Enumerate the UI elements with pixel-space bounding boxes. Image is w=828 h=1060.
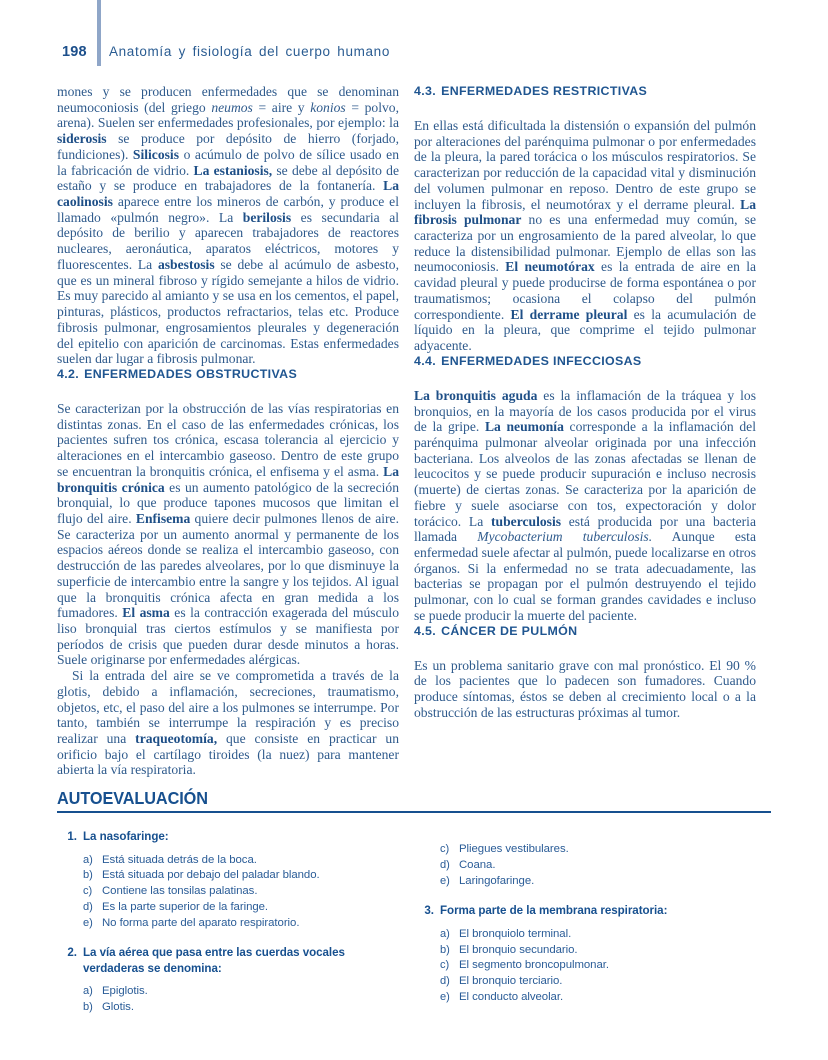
emphasis-term: La estaniosis, (193, 162, 273, 178)
emphasis-term: La bronquitis crónica (57, 463, 399, 495)
heading-4-2 (57, 367, 399, 382)
answer-text: Es la parte superior de la faringe. (102, 900, 269, 913)
answer-option[interactable] (440, 943, 756, 959)
answer-list (414, 842, 756, 889)
answer-option[interactable] (83, 853, 399, 869)
answer-letter: d) (440, 858, 450, 871)
emphasis-term: siderosis (57, 131, 107, 147)
answer-option[interactable] (83, 900, 399, 916)
question-item (414, 903, 756, 919)
heading-4-4-number: 4.4. (414, 353, 437, 368)
answer-text: Glotis. (102, 1001, 134, 1014)
question-text: La nasofaringe: (83, 830, 169, 843)
italic-term: neumos (211, 99, 253, 115)
answer-text: El segmento broncopulmonar. (459, 959, 609, 972)
answer-letter: e) (440, 874, 450, 887)
answer-letter: d) (83, 900, 93, 913)
answer-letter: a) (440, 927, 450, 940)
page-number: 198 (62, 44, 87, 60)
answer-option[interactable] (83, 1000, 399, 1016)
answer-list (57, 984, 399, 1016)
answer-text: El bronquiolo terminal. (459, 927, 572, 940)
answer-text: Está situada detrás de la boca. (102, 853, 257, 866)
answer-option[interactable] (440, 927, 756, 943)
answer-letter: b) (440, 943, 450, 956)
emphasis-term: tuberculosis (491, 513, 562, 529)
question-continuation-spacer (414, 815, 756, 834)
italic-term: konios (310, 99, 346, 115)
answer-option[interactable] (440, 974, 756, 990)
answer-text: Coana. (459, 858, 496, 871)
emphasis-term: La caolinosis (57, 178, 399, 210)
answer-text: Epiglotis. (102, 985, 148, 998)
answer-option[interactable] (83, 868, 399, 884)
questions-right-column (414, 815, 756, 1006)
questions-left-column (57, 815, 399, 1016)
answer-letter: e) (440, 991, 450, 1004)
emphasis-term: El neumotórax (505, 259, 595, 275)
answer-list (414, 927, 756, 1006)
answer-letter: e) (83, 916, 93, 929)
heading-4-5 (414, 624, 756, 639)
answer-letter: b) (83, 869, 93, 882)
emphasis-term: traqueotomía, (135, 731, 218, 747)
emphasis-term: La bronquitis aguda (414, 387, 538, 403)
autoevaluacion-rule (57, 811, 771, 813)
paragraph-obstructivas-1: Se caracterizan por la obstrucción de las vías respiratorias en distintas zonas. En el caso de las enfermedades crónicas, los pacientes sufren tos crónica, escasa tolerancia al ejercicio y alteraciones en el intercambio gaseoso. Dentro de este grupo se encuentran la bronquitis crónica, el enfisema y el asma. La bronquitis crónica es un aumento patológico de la secreción bronquial, lo que produce tapones mucosos que limitan el flujo del aire. Enfisema quiere decir pulmones llenos de aire. Se caracteriza por un aumento anormal y permanente de los espacios aéreos donde se realiza el intercambio gaseoso, con destrucción de las paredes alveolares, por lo que disminuye la superficie de intercambio entre la sangre y los tejidos. Al igual que la bronquitis crónica afecta en gran medida a los fumadores. El asma es la contracción exagerada del músculo liso bronquial tras ciertos estímulos y se manifiesta por períodos de crisis que pueden durar desde minutos a horas. Suele originarse por enfermedades alérgicas. (57, 400, 400, 668)
autoevaluacion-title: AUTOEVALUACIÓN (57, 788, 208, 808)
answer-option[interactable] (83, 916, 399, 932)
question-item (57, 945, 399, 976)
answer-letter: d) (440, 975, 450, 988)
answer-text: Laringofaringe. (459, 874, 535, 887)
answer-option[interactable] (440, 842, 756, 858)
heading-4-5-number: 4.5. (414, 623, 437, 638)
answer-letter: c) (83, 885, 93, 898)
heading-4-4 (414, 354, 756, 369)
heading-4-2-title: ENFERMEDADES OBSTRUCTIVAS (84, 366, 298, 381)
answer-text: El conducto alveolar. (459, 991, 564, 1004)
paragraph-neumoconiosis: mones y se producen enfermedades que se denominan neumoconiosis (del griego neumos = aire y konios = polvo, arena). Suelen ser enfermedades profesionales, por ejemplo: la siderosis se produce por depósito de hierro (forjado, fundiciones). Silicosis o acúmulo de polvo de sílice usado en la fabricación de vidrio. La estaniosis, se debe al depósito de estaño y se produce en trabajadores de la fontanería. La caolinosis aparece entre los mineros de carbón, y produce el llamado «pulmón negro». La berilosis es secundaria al depósito de berilio y aparecen trabajadores de reactores nucleares, aeronáutica, aparatos eléctricos, motores y fluorescentes. La asbestosis se debe al acúmulo de asbesto, que es un mineral fibroso y rígido semejante a hilos de vidrio. Es muy parecido al amianto y se usa en los cementos, el papel, pinturas, plásticos, productos refractarios, telas etc. Produce fibrosis pulmonar, engrosamientos pleurales y degeneración del epitelio con aparición de carcinomas. Estas enfermedades suelen dar lugar a fibrosis pulmonar. (57, 84, 400, 367)
paragraph-cancer: Es un problema sanitario grave con mal pronóstico. El 90 % de los pacientes que lo padecen son fumadores. Cuando produce síntomas, éstos se deben al crecimiento local o a la obstrucción de las estructuras próximas al tumor. (414, 657, 756, 720)
emphasis-term: La fibrosis pulmonar (414, 196, 756, 228)
answer-option[interactable] (440, 858, 756, 874)
emphasis-term: Enfisema (135, 510, 191, 526)
emphasis-term: asbestosis (157, 256, 215, 272)
italic-term: Mycobacterium tuberculosis. (477, 529, 653, 545)
answer-option[interactable] (440, 990, 756, 1006)
answer-option[interactable] (83, 884, 399, 900)
running-head (62, 44, 390, 64)
emphasis-term: El asma (122, 605, 170, 621)
answer-text: Pliegues vestibulares. (459, 843, 569, 855)
heading-4-2-number: 4.2. (57, 366, 80, 381)
emphasis-term: El derrame pleural (510, 306, 628, 322)
answer-text: Contiene las tonsilas palatinas. (102, 885, 258, 898)
heading-4-3-title: ENFERMEDADES RESTRICTIVAS (441, 84, 648, 98)
running-title: Anatomía y fisiología del cuerpo humano (109, 44, 390, 59)
paragraph-infecciosas: La bronquitis aguda es la inflamación de la tráquea y los bronquios, en la mayoría de los casos producida por el virus de la gripe. La neumonía corresponde a la inflamación del parénquima pulmonar alveolar originada por una infección bacteriana. Los alveolos de las zonas afectadas se llenan de leucocitos y se puede producir supuración e incluso necrosis (muerte) de ciertas zonas. Se caracteriza por la aparición de fiebre y suele asociarse con tos, expectoración y dolor torácico. La tuberculosis está producida por una bacteria llamada Mycobacterium tuberculosis. Aunque esta enfermedad suele afectar al pulmón, puede localizarse en otros órganos. Si la enfermedad no se trata adecuadamente, las bacterias se propagan por el pulmón destruyendo el tejido pulmonar, con lo cual se forman grandes cavidades e incluso se puede producir la muerte del paciente. (414, 387, 756, 623)
answer-letter: a) (83, 853, 93, 866)
heading-4-3-number: 4.3. (414, 84, 437, 98)
answer-letter: c) (440, 959, 450, 972)
question-item (57, 829, 399, 845)
answer-option[interactable] (440, 874, 756, 890)
question-number: 1. (67, 830, 77, 843)
paragraph-restrictivas: En ellas está dificultada la distensión o expansión del pulmón por alteraciones del parénquima pulmonar o por enfermedades de la pleura, la pared torácica o los músculos respiratorios. Se caracterizan por reducción de la capacidad vital y disminución del volumen pulmonar en reposo. Dentro de este grupo se incluyen la fibrosis, el neumotórax y el derrame pleural. La fibrosis pulmonar no es una enfermedad muy común, se caracteriza por un engrosamiento de la pared alveolar, lo que reduce la distensibilidad pulmonar. Ejemplo de ellas son las neumoconiosis. El neumotórax es la entrada de aire en la cavidad pleural y puede producirse de forma espontánea o por traumatismos; ocasiona el colapso del pulmón correspondiente. El derrame pleural es la acumulación de líquido en la pleura, que comprime el tejido pulmonar adyacente. (414, 118, 757, 354)
answer-text: Está situada por debajo del paladar blando. (102, 869, 320, 882)
left-column (57, 84, 399, 778)
answer-list (57, 853, 399, 932)
question-number: 2. (67, 946, 77, 960)
question-text: La vía aérea que pasa entre las cuerdas vocales verdaderas se denomina: (83, 946, 345, 975)
autoevaluacion-header (57, 789, 771, 813)
emphasis-term: berilosis (242, 209, 292, 225)
answer-text: No forma parte del aparato respiratorio. (102, 916, 300, 929)
answer-option[interactable] (83, 984, 399, 1000)
answer-option[interactable] (440, 958, 756, 974)
heading-4-5-title: CÁNCER DE PULMÓN (441, 623, 578, 638)
right-column (414, 84, 756, 720)
emphasis-term: Silicosis (132, 146, 179, 162)
answer-text: El bronquio terciario. (459, 975, 563, 988)
emphasis-term: La neumonía (484, 419, 564, 435)
heading-4-3 (414, 84, 756, 99)
paragraph-obstructivas-2: Si la entrada del aire se ve comprometida a través de la glotis, debido a inflamación, secreciones, traumatismo, objetos, etc, el paso del aire a los pulmones se interrumpe. Por tanto, también se interrumpe la respiración y es preciso realizar una traqueotomía, que consiste en practicar un orificio bajo el cartílago tiroides (la nuez) para mantener abierta la vía respiratoria. (57, 668, 399, 778)
question-text: Forma parte de la membrana respiratoria: (440, 904, 668, 918)
answer-letter: a) (83, 985, 93, 998)
answer-text: El bronquio secundario. (459, 943, 578, 956)
answer-letter: b) (83, 1001, 93, 1014)
heading-4-4-title: ENFERMEDADES INFECCIOSAS (441, 353, 642, 368)
question-number: 3. (424, 904, 434, 918)
answer-letter: c) (440, 843, 450, 855)
